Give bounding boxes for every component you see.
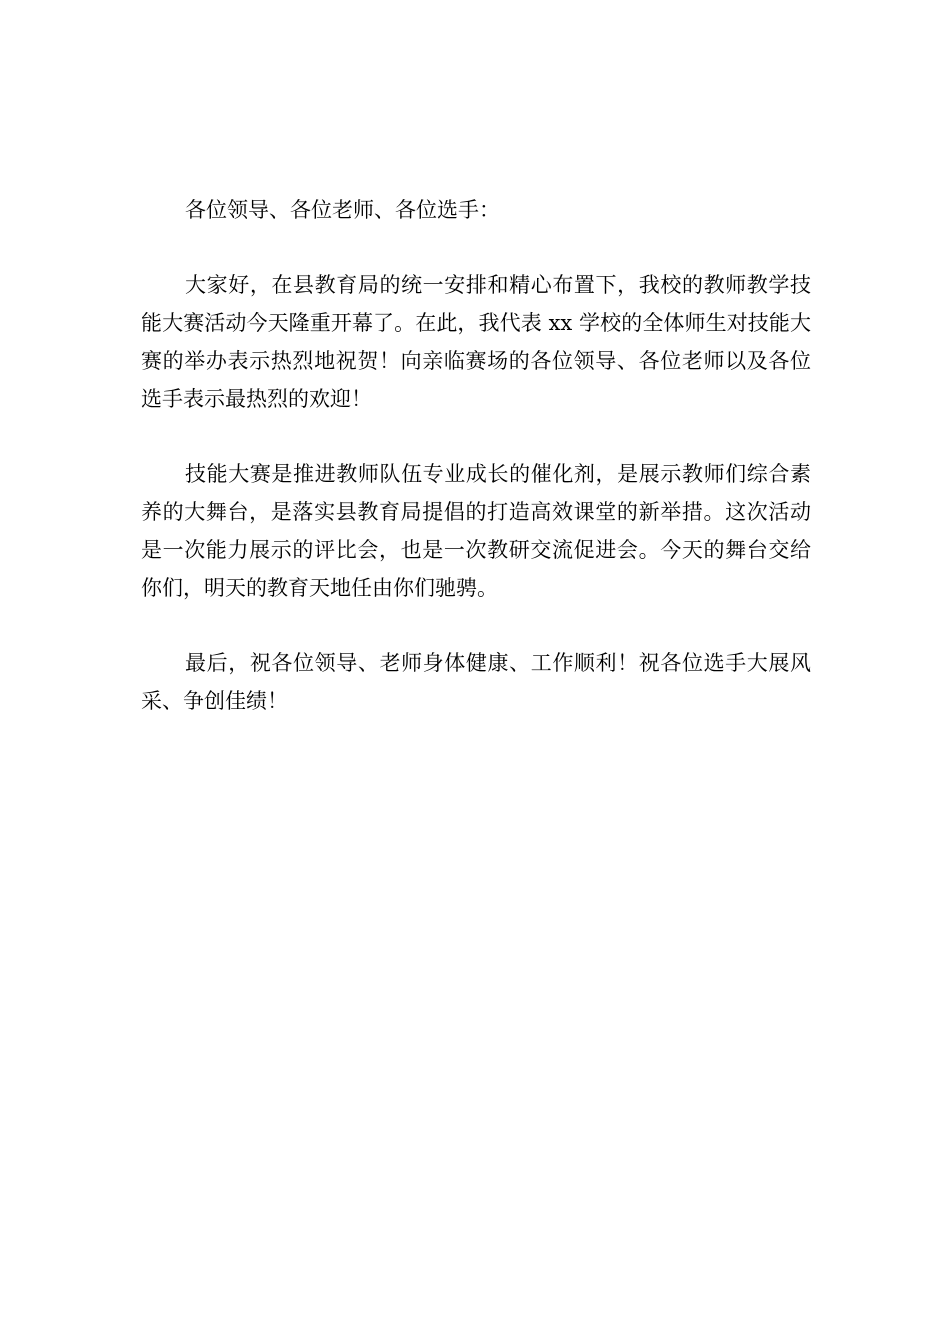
salutation: 各位领导、各位老师、各位选手： [185, 198, 500, 222]
document-body [141, 191, 811, 720]
paragraph-purpose: 技能大赛是推进教师队伍专业成长的催化剂，是展示教师们综合素养的大舞台，是落实县教育局提倡的打造高效课堂的新举措。这次活动是一次能力展示的评比会，也是一次教研交流促进会。今天的舞台交给你们，明天的教育天地任由你们驰骋。 [141, 462, 811, 600]
paragraph-welcome: 大家好，在县教育局的统一安排和精心布置下，我校的教师教学技能大赛活动今天隆重开幕了。在此，我代表 xx 学校的全体师生对技能大赛的举办表示热烈地祝贺！向亲临赛场的各位领导、各位老师以及各位选手表示最热烈的欢迎！ [141, 273, 811, 411]
paragraph-closing: 最后，祝各位领导、老师身体健康、工作顺利！祝各位选手大展风采、争创佳绩！ [141, 651, 811, 713]
